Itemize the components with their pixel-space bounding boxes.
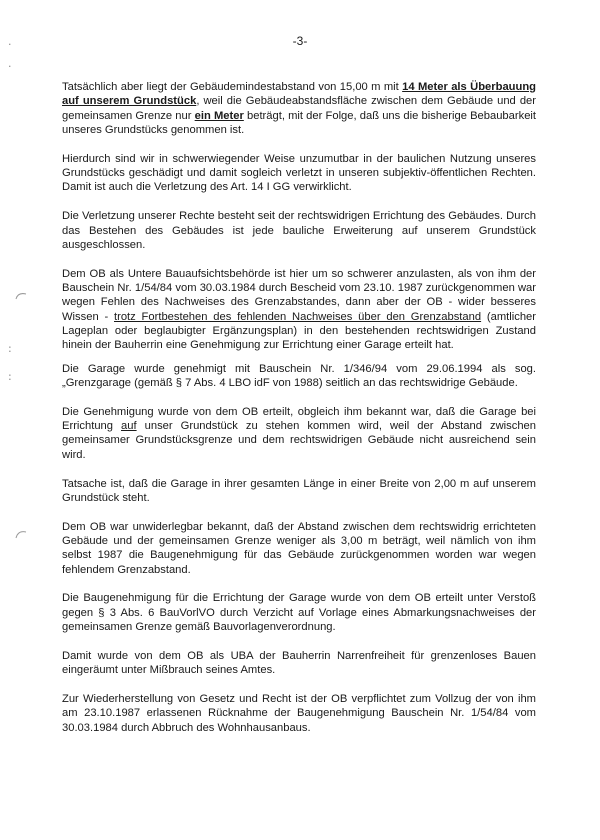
paragraph-2: Hierdurch sind wir in schwerwiegender Weise unzumutbar in der baulichen Nutzung unseres Grundstücks geschädigt und damit sogleich verletzt in unseren subjektiv-öffentlichen Rechten. Damit ist auch die Verletzung des Art. 14 I GG verwirklicht. [62, 152, 536, 194]
paragraph-1: Tatsächlich aber liegt der Gebäudemindestabstand von 15,00 m mit 14 Meter als Überbauung auf unserem Grundstück, weil die Gebäudeabstandsfläche zwischen dem Gebäude und der gemeinsamen Grenze nur ein Meter beträgt, mit der Folge, daß uns die bisherige Bebaubarkeit unseres Grundstücks genommen ist. [62, 81, 537, 136]
punch-hole-mark [12, 528, 28, 544]
paragraph-11: Zur Wiederherstellung von Gesetz und Recht ist der OB verpflichtet zum Vollzug der von ihm am 23.10.1987 erlassenen Rücknahme der Baugenehmigung Bauschein Nr. 1/54/84 vom 30.03.1984 durch Abbruch des Wohnhausanbaus. [62, 693, 536, 734]
paragraph-9: Die Baugenehmigung für die Errichtung der Garage wurde von dem OB erteilt unter Verstoß gegen § 3 Abs. 6 BauVorlVO durch Verzicht auf Vorlage eines Abmarkungsnachweises der gemeinsamen Grenze gemäß Bauvorlagenverordnung. [62, 592, 536, 634]
scan-mark: · [8, 60, 12, 73]
scan-mark: · [8, 38, 12, 51]
paragraph-7: Tatsache ist, daß die Garage in ihrer gesamten Länge in einer Breite von 2,00 m auf unserem Grundstück steht. [62, 477, 536, 504]
page-number: -3- [292, 34, 308, 48]
punch-hole-mark [12, 290, 28, 306]
paragraph-4: Dem OB als Untere Bauaufsichtsbehörde ist hier um so schwerer anzulasten, als von ihm der Bauschein Nr. 1/54/84 vom 30.03.1984 durch Bescheid vom 23.10. 1987 zurückgenommen war wegen Fehlen des Nachweises des Grenzabstandes, dann aber der OB - wider besseres Wissen - trotz Fortbestehen des fehlenden Nachweises über den Grenzabstand (amtlicher Lageplan oder beglaubigter Ergänzungsplan) in den bestehenden rechtswidrigen Zustand hinein der Bauherrin eine Genehmigung zur Errichtung einer Garage erteilt hat. [62, 267, 536, 352]
paragraph-6: Die Genehmigung wurde von dem OB erteilt, obgleich ihm bekannt war, daß die Garage bei Errichtung auf unser Grundstück zu stehen kommen wird, weil der Abstand zwischen gemeinsamer Grundstücksgrenze und dem rechtswidrigen Gebäude nicht ausreichend sein wird. [62, 405, 536, 461]
scan-mark: : [8, 370, 12, 383]
paragraph-5: Die Garage wurde genehmigt mit Bauschein Nr. 1/346/94 vom 29.06.1994 als sog. „Grenzgarage (gemäß § 7 Abs. 4 LBO idF von 1988) seitlich an das rechtswidrige Gebäude. [62, 362, 536, 389]
scan-mark: : [8, 342, 12, 355]
paragraph-3: Die Verletzung unserer Rechte besteht seit der rechtswidrigen Errichtung des Gebäudes. Durch das Bestehen des Gebäudes ist jede bauliche Erweiterung auf unserem Grundstück ausgeschlossen. [62, 210, 536, 251]
letter-body [62, 80, 536, 750]
paragraph-8: Dem OB war unwiderlegbar bekannt, daß der Abstand zwischen dem rechtswidrig errichteten Gebäude und der gemeinsamen Grenze weniger als 3,00 m beträgt, weil nämlich von ihm selbst 1987 die Baugenehmigung für das Gebäude zurückgenommen worden war wegen fehlendem Grenzabstand. [62, 520, 536, 576]
paragraph-10: Damit wurde von dem OB als UBA der Bauherrin Narrenfreiheit für grenzenloses Bauen eingeräumt unter Mißbrauch seines Amtes. [62, 649, 536, 677]
